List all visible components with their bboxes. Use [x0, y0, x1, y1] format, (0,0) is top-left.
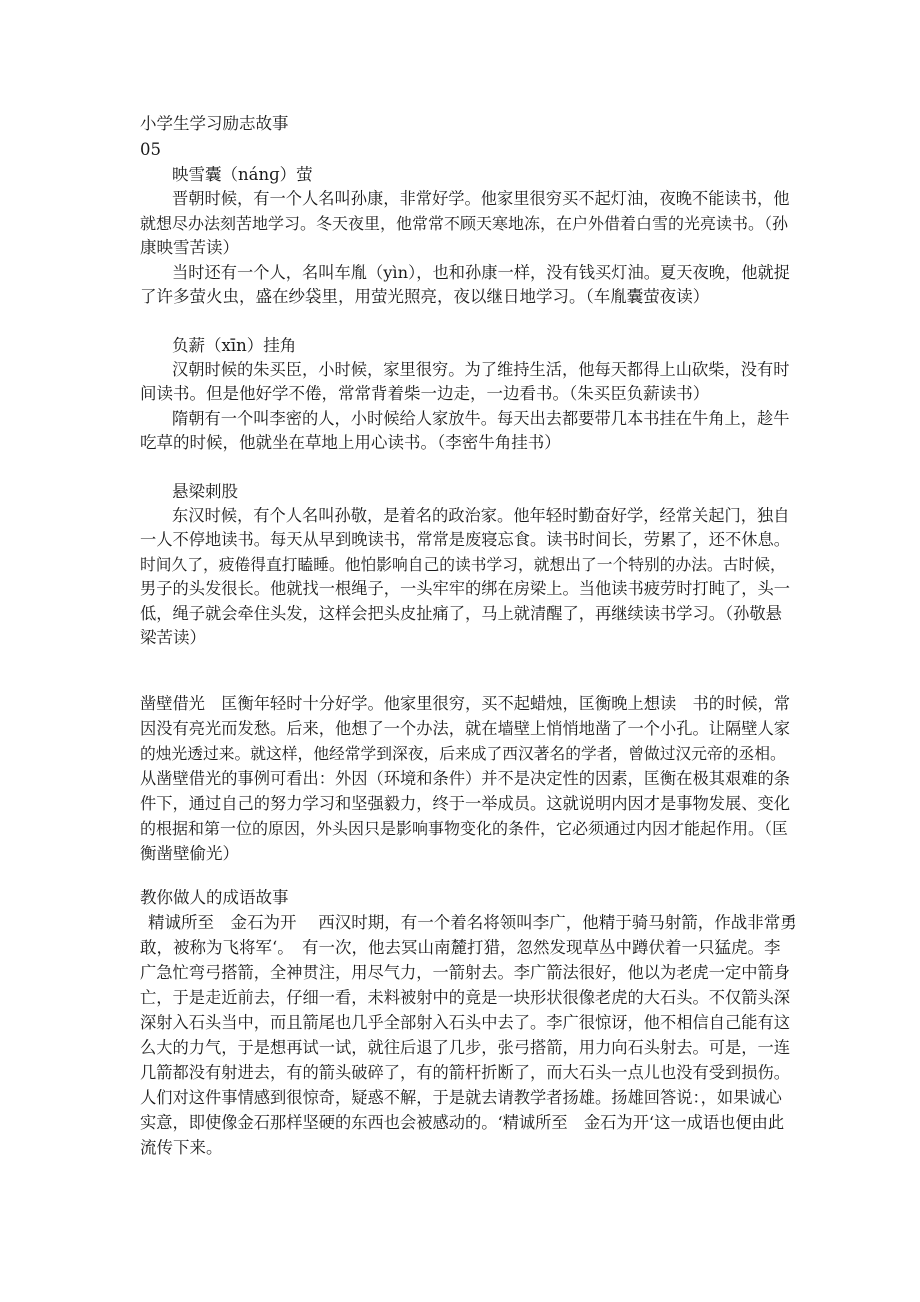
paragraph-line: 汉朝时候的朱买臣，小时候，家里很穷。为了维持生活，他每天都得上山砍柴，没有时 [172, 360, 790, 379]
paragraph-line: 人们对这件事情感到很惊奇，疑惑不解，于是就去请教学者扬雄。扬雄回答说：，如果诚心 [140, 1088, 782, 1107]
section-title: 教你做人的成语故事 [140, 888, 289, 907]
paragraph-line: 实意，即使像金石那样坚硬的东西也会被感动的。‘精诚所至 金石为开‘这一成语也便由此 [140, 1113, 785, 1132]
paragraph-line: 从凿壁借光的事例可看出：外因（环境和条件）并不是决定性的因素，匡衡在极其艰难的条 [140, 769, 790, 788]
paragraph-line: 当时还有一个人，名叫车胤（yìn），也和孙康一样，没有钱买灯油。夏天夜晚，他就捉 [172, 263, 790, 282]
paragraph-line: 因没有亮光而发愁。后来，他想了一个办法，就在墙壁上悄悄地凿了一个小孔。让隔壁人家 [140, 719, 790, 738]
paragraph-line: 吃草的时候，他就坐在草地上用心读书。（李密牛角挂书） [140, 433, 561, 452]
paragraph-line: 亡，于是走近前去，仔细一看，未料被射中的竟是一块形状很像老虎的大石头。不仅箭头深 [140, 988, 790, 1007]
paragraph-line: 几箭都没有射进去，有的箭头破碎了，有的箭杆折断了，而大石头一点儿也没有受到损伤。 [140, 1063, 790, 1082]
paragraph-line: 精诚所至 金石为开 西汉时期，有一个着名将领叫李广，他精于骑马射箭，作战非常勇 [148, 913, 797, 932]
section-heading: 负薪（xīn）挂角 [172, 336, 297, 355]
paragraph-line: 深射入石头当中，而且箭尾也几乎全部射入石头中去了。李广很惊讶，他不相信自己能有这 [140, 1013, 790, 1032]
paragraph-line: 时间久了，疲倦得直打瞌睡。他怕影响自己的读书学习，就想出了一个特别的办法。古时候， [140, 555, 786, 574]
section-heading: 映雪囊（nánɡ）萤 [172, 165, 313, 184]
paragraph-line: 衡凿壁偷光） [140, 844, 239, 863]
section-heading: 悬梁刺股 [172, 482, 238, 501]
paragraph-line: 敢，被称为飞将军‘。 有一次，他去冥山南麓打猎，忽然发现草丛中蹲伏着一只猛虎。李 [140, 938, 781, 957]
paragraph-line: 间读书。但是他好学不倦，常常背着柴一边走，一边看书。（朱买臣负薪读书） [140, 384, 710, 403]
paragraph-line: 低，绳子就会牵住头发，这样会把头皮扯痛了，马上就清醒了，再继续读书学习。（孙敬悬 [140, 604, 782, 623]
paragraph-line: 流传下来。 [140, 1138, 223, 1157]
paragraph-line: 的烛光透过来。就这样，他经常学到深夜，后来成了西汉著名的学者，曾做过汉元帝的丞相。 [140, 744, 786, 763]
paragraph-line: 男子的头发很长。他就找一根绳子，一头牢牢的绑在房梁上。当他读书疲劳时打盹了，头一 [140, 579, 790, 598]
paragraph-line: 凿壁借光 匡衡年轻时十分好学。他家里很穷，买不起蜡烛，匡衡晚上想读 书的时候，常 [140, 694, 790, 713]
paragraph-line: 就想尽办法刻苦地学习。冬天夜里，他常常不顾天寒地冻，在户外借着白雪的光亮读书。（孙 [140, 214, 789, 233]
paragraph-line: 隋朝有一个叫李密的人，小时候给人家放牛。每天出去都要带几本书挂在牛角上，趁牛 [172, 409, 790, 428]
paragraph-line: 晋朝时候，有一个人名叫孙康，非常好学。他家里很穷买不起灯油，夜晚不能读书，他 [172, 189, 790, 208]
paragraph-line: 一人不停地读书。每天从早到晚读书，常常是废寝忘食。读书时间长，劳累了，还不休息。 [140, 530, 790, 549]
paragraph-line: 的根据和第一位的原因，外头因只是影响事物变化的条件，它必须通过内因才能起作用。（匡 [140, 819, 789, 838]
paragraph-line: 了许多萤火虫，盛在纱袋里，用萤光照亮，夜以继日地学习。（车胤囊萤夜读） [140, 287, 710, 306]
paragraph-line: 么大的力气，于是想再试一试，就往后退了几步，张弓搭箭，用力向石头射去。可是，一连 [140, 1038, 790, 1057]
paragraph-line: 康映雪苦读） [140, 238, 239, 257]
paragraph-line: 东汉时候，有个人名叫孙敬，是着名的政治家。他年轻时勤奋好学，经常关起门，独自 [172, 506, 790, 525]
paragraph-line: 梁苦读） [140, 628, 206, 647]
paragraph-line: 件下，通过自己的努力学习和坚强毅力，终于一举成员。这就说明内因才是事物发展、变化 [140, 794, 790, 813]
paragraph-line: 广急忙弯弓搭箭，全神贯注，用尽气力，一箭射去。李广箭法很好，他以为老虎一定中箭身 [140, 963, 790, 982]
document-title: 小学生学习励志故事 [140, 114, 289, 133]
page-number: 05 [140, 140, 161, 159]
